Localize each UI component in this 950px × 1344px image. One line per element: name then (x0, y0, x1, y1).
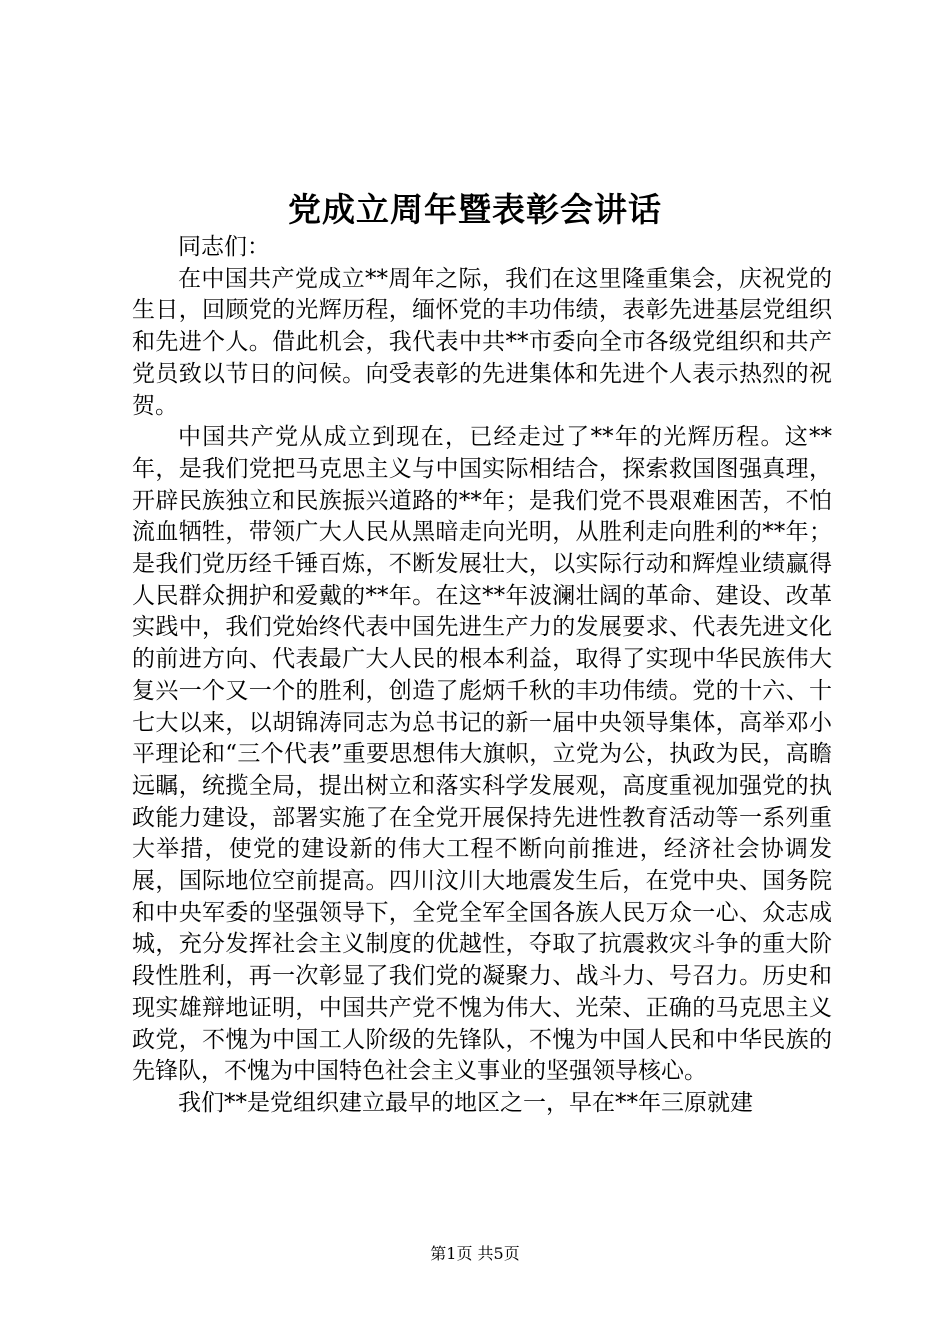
document-body (132, 232, 832, 1120)
body-paragraph: 在中国共产党成立**周年之际，我们在这里隆重集会，庆祝党的生日，回顾党的光辉历程，缅怀党的丰功伟绩，表彰先进基层党组织和先进个人。借此机会，我代表中共**市委向全市各级党组织和共产党员致以节日的问候。向受表彰的先进集体和先进个人表示热烈的祝贺。 (132, 265, 832, 419)
salutation-paragraph: 同志们： (178, 234, 270, 260)
document-title: 党成立周年暨表彰会讲话 (288, 190, 662, 229)
body-paragraph: 我们**是党组织建立最早的地区之一，早在**年三原就建 (178, 1089, 753, 1116)
body-paragraph: 中国共产党从成立到现在，已经走过了**年的光辉历程。这**年，是我们党把马克思主义与中国实际相结合，探索救国图强真理，开辟民族独立和民族振兴道路的**年；是我们党不畏艰难困苦，不怕流血牺牲，带领广大人民从黑暗走向光明，从胜利走向胜利的**年；是我们党历经千锤百炼，不断发展壮大，以实际行动和辉煌业绩赢得人民群众拥护和爱戴的**年。在这**年波澜壮阔的革命、建设、改革实践中，我们党始终代表中国先进生产力的发展要求、代表先进文化的前进方向、代表最广大人民的根本利益，取得了实现中华民族伟大复兴一个又一个的胜利，创造了彪炳千秋的丰功伟绩。党的十六、十七大以来，以胡锦涛同志为总书记的新一届中央领导集体，高举邓小平理论和“三个代表”重要思想伟大旗帜，立党为公，执政为民，高瞻远瞩，统揽全局，提出树立和落实科学发展观，高度重视加强党的执政能力建设，部署实施了在全党开展保持先进性教育活动等一系列重大举措，使党的建设新的伟大工程不断向前推进，经济社会协调发展，国际地位空前提高。四川汶川大地震发生后，在党中央、国务院和中央军委的坚强领导下，全党全军全国各族人民万众一心、众志成城，充分发挥社会主义制度的优越性，夺取了抗震救灾斗争的重大阶段性胜利，再一次彰显了我们党的凝聚力、战斗力、号召力。历史和现实雄辩地证明，中国共产党不愧为伟大、光荣、正确的马克思主义政党，不愧为中国工人阶级的先锋队，不愧为中国人民和中华民族的先锋队，不愧为中国特色社会主义事业的坚强领导核心。 (132, 424, 832, 1085)
page-footer: 第1页 共5页 (430, 1244, 520, 1263)
